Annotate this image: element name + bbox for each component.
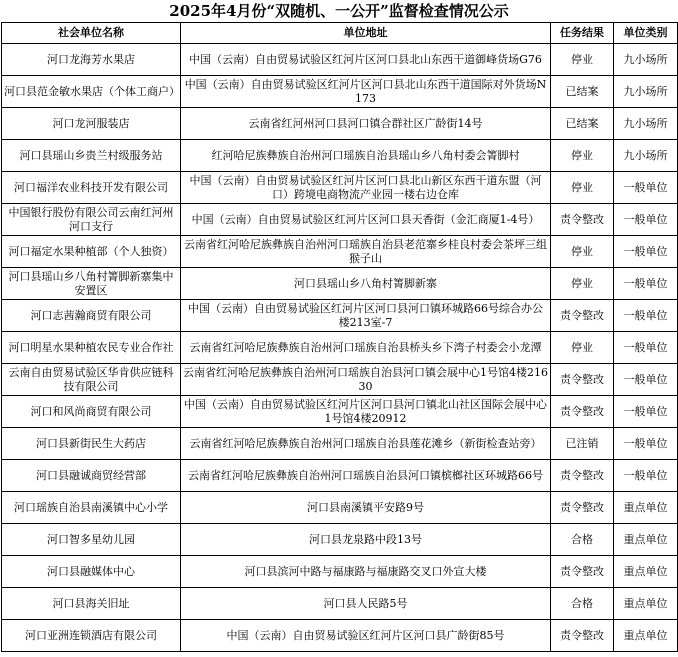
cell-address: 中国（云南）自由贸易试验区红河片区河口县广龄街85号 (181, 620, 551, 652)
cell-address: 河口县瑶山乡八角村箐脚新寨 (181, 268, 551, 300)
cell-address: 中国（云南）自由贸易试验区红河片区河口县天香街（金汇商厦1-4号） (181, 204, 551, 236)
cell-name: 河口县融诚商贸经营部 (2, 460, 181, 492)
table-row (2, 140, 678, 172)
cell-category: 九小场所 (614, 76, 678, 108)
table-row (2, 460, 678, 492)
cell-result: 停业 (551, 44, 614, 76)
cell-name: 河口县范金敏水果店（个体工商户） (2, 76, 181, 108)
cell-category: 重点单位 (614, 556, 678, 588)
cell-address: 云南省红河哈尼族彝族自治州河口瑶族自治县老范寨乡桂良村委会茶坪三组猴子山 (181, 236, 551, 268)
cell-result: 停业 (551, 140, 614, 172)
table-row (2, 76, 678, 108)
table-row (2, 556, 678, 588)
cell-result: 已结案 (551, 108, 614, 140)
table-row (2, 204, 678, 236)
cell-category: 一般单位 (614, 332, 678, 364)
cell-result: 合格 (551, 588, 614, 620)
cell-result: 停业 (551, 236, 614, 268)
column-header-category: 单位类别 (614, 23, 678, 44)
table-row (2, 332, 678, 364)
cell-name: 河口龙海芳水果店 (2, 44, 181, 76)
table-header-row (2, 23, 678, 44)
cell-name: 河口瑶族自治县南溪镇中心小学 (2, 492, 181, 524)
cell-name: 云南自由贸易试验区华肯供应链科技有限公司 (2, 364, 181, 396)
cell-category: 一般单位 (614, 236, 678, 268)
cell-result: 责令整改 (551, 492, 614, 524)
cell-category: 重点单位 (614, 588, 678, 620)
cell-name: 河口明星水果种植农民专业合作社 (2, 332, 181, 364)
column-header-result: 任务结果 (551, 23, 614, 44)
table-row (2, 588, 678, 620)
cell-category: 一般单位 (614, 204, 678, 236)
cell-address: 中国（云南）自由贸易试验区红河片区河口县河口镇北山社区国际会展中心1号馆4楼20912 (181, 396, 551, 428)
table-row (2, 108, 678, 140)
cell-result: 停业 (551, 172, 614, 204)
table-row (2, 172, 678, 204)
cell-address: 中国（云南）自由贸易试验区红河片区河口县河口镇环城路66号综合办公楼213室-7 (181, 300, 551, 332)
cell-name: 河口县海关旧址 (2, 588, 181, 620)
cell-address: 河口县滨河中路与福康路与福康路交叉口外宣大楼 (181, 556, 551, 588)
cell-result: 停业 (551, 332, 614, 364)
cell-result: 合格 (551, 524, 614, 556)
table-row (2, 492, 678, 524)
column-header-address: 单位地址 (181, 23, 551, 44)
table-row (2, 620, 678, 652)
cell-category: 重点单位 (614, 620, 678, 652)
cell-category: 一般单位 (614, 428, 678, 460)
cell-category: 一般单位 (614, 300, 678, 332)
cell-address: 云南省红河州河口县河口镇合群社区广龄街14号 (181, 108, 551, 140)
cell-category: 一般单位 (614, 396, 678, 428)
table-row (2, 44, 678, 76)
cell-category: 一般单位 (614, 172, 678, 204)
cell-name: 中国银行股份有限公司云南红河州河口支行 (2, 204, 181, 236)
cell-address: 河口县南溪镇平安路9号 (181, 492, 551, 524)
cell-name: 河口智多星幼儿园 (2, 524, 181, 556)
table-row (2, 300, 678, 332)
cell-result: 责令整改 (551, 300, 614, 332)
cell-name: 河口志茜瀚商贸有限公司 (2, 300, 181, 332)
cell-category: 一般单位 (614, 460, 678, 492)
table-row (2, 268, 678, 300)
page-title: 2025年4月份“双随机、一公开”监督检查情况公示 (169, 2, 509, 20)
cell-address: 中国（云南）自由贸易试验区红河片区河口县北山东西干道御峰货场G76 (181, 44, 551, 76)
cell-category: 九小场所 (614, 44, 678, 76)
table-row (2, 524, 678, 556)
cell-name: 河口龙河服装店 (2, 108, 181, 140)
cell-result: 责令整改 (551, 364, 614, 396)
cell-name: 河口和风尚商贸有限公司 (2, 396, 181, 428)
cell-name: 河口县瑶山乡八角村箐脚新寨集中安置区 (2, 268, 181, 300)
cell-category: 九小场所 (614, 140, 678, 172)
table-row (2, 236, 678, 268)
cell-address: 云南省红河哈尼族彝族自治州河口瑶族自治县河口镇槟榔社区环城路66号 (181, 460, 551, 492)
cell-result: 责令整改 (551, 620, 614, 652)
cell-category: 九小场所 (614, 108, 678, 140)
column-header-name: 社会单位名称 (2, 23, 181, 44)
cell-result: 已结案 (551, 76, 614, 108)
cell-result: 责令整改 (551, 396, 614, 428)
cell-name: 河口福定水果种植部（个人独资） (2, 236, 181, 268)
table-row (2, 396, 678, 428)
cell-address: 中国（云南）自由贸易试验区红河片区河口县北山新区东西干道东盟（河口）跨境电商物流产业园一楼右边仓库 (181, 172, 551, 204)
cell-name: 河口福洋农业科技开发有限公司 (2, 172, 181, 204)
table-body (2, 44, 678, 652)
cell-address: 河口县龙泉路中段13号 (181, 524, 551, 556)
cell-name: 河口县瑶山乡贵兰村级服务站 (2, 140, 181, 172)
cell-category: 重点单位 (614, 524, 678, 556)
cell-name: 河口县融媒体中心 (2, 556, 181, 588)
cell-address: 河口县人民路5号 (181, 588, 551, 620)
cell-category: 重点单位 (614, 492, 678, 524)
cell-result: 责令整改 (551, 460, 614, 492)
cell-address: 红河哈尼族彝族自治州河口瑶族自治县瑶山乡八角村委会箐脚村 (181, 140, 551, 172)
cell-result: 责令整改 (551, 556, 614, 588)
cell-address: 云南省红河哈尼族彝族自治州河口瑶族自治县莲花滩乡（新街检查站旁） (181, 428, 551, 460)
cell-name: 河口县新街民生大药店 (2, 428, 181, 460)
cell-address: 云南省红河哈尼族彝族自治州河口瑶族自治县河口镇会展中心1号馆4楼21630 (181, 364, 551, 396)
cell-result: 已注销 (551, 428, 614, 460)
table-row (2, 364, 678, 396)
cell-result: 责令整改 (551, 204, 614, 236)
cell-result: 停业 (551, 268, 614, 300)
table-row (2, 428, 678, 460)
cell-name: 河口亚洲连锁酒店有限公司 (2, 620, 181, 652)
cell-address: 云南省红河哈尼族彝族自治州河口瑶族自治县桥头乡下湾子村委会小龙潭 (181, 332, 551, 364)
cell-address: 中国（云南）自由贸易试验区红河片区河口县北山东西干道国际对外货场N173 (181, 76, 551, 108)
cell-category: 一般单位 (614, 364, 678, 396)
cell-category: 一般单位 (614, 268, 678, 300)
inspection-table (1, 22, 678, 652)
